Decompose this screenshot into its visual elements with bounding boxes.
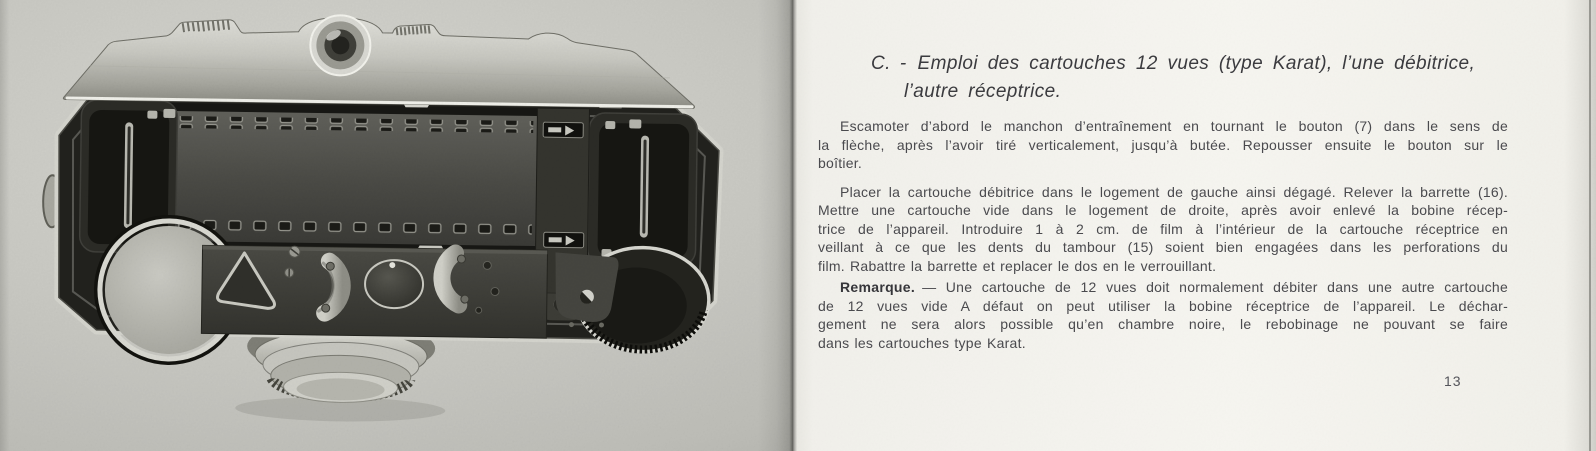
- paragraph-placer: [818, 183, 1508, 276]
- paragraph-escamoter: [818, 117, 1508, 173]
- remarque-label: Remarque.: [840, 279, 916, 295]
- text-line: la flèche, après l’avoir tiré verticalement, jusqu’à butée. Repousser ensuite le bouton sur le: [818, 136, 1508, 153]
- left-page: [0, 0, 793, 451]
- camera-body-group: [40, 11, 721, 426]
- central-cam-button: [365, 260, 424, 309]
- text-line: Mettre une cartouche vide dans le logement de droite, après avoir enlevé la bobine récep-: [818, 202, 1508, 218]
- paragraph-remarque: [818, 278, 1508, 352]
- text-line: de 12 vues vide A défaut on peut utiliser la bobine réceptrice de l’appareil. Le déchar-: [818, 297, 1508, 314]
- section-title-line1: Emploi des cartouches 12 vues (type Karat), l’une débitrice,: [917, 53, 1476, 74]
- top-plate: [63, 11, 695, 108]
- text-line: Escamoter d’abord le manchon d’entraînement en tournant le bouton (7) dans le sens de: [840, 118, 1508, 134]
- page-number: 13: [1444, 373, 1462, 389]
- section-separator: -: [899, 53, 907, 74]
- text-line: boîtier.: [818, 155, 863, 171]
- text-line: trice de l’appareil. Introduire 1 à 2 cm. de film à l’intérieur de la cartouche réceptrice en: [818, 220, 1508, 237]
- text-line: Placer la cartouche débitrice dans le logement de gauche ainsi dégagé. Relever la barrette (16).: [840, 183, 1508, 200]
- remarque-text: — Une cartouche de 12 vues doit normalement débiter dans une autre cartouche: [922, 279, 1508, 295]
- viewfinder-eyepiece: [310, 15, 371, 76]
- text-line: dans les cartouches type Karat.: [818, 334, 1026, 351]
- text-line: gement ne sera alors possible qu’en chambre noire, le rebobinage ne pouvant se faire: [818, 316, 1508, 332]
- page-edge: [1589, 0, 1591, 451]
- camera-illustration: [28, 6, 748, 426]
- section-title-line2: l’autre réceptrice.: [904, 81, 1062, 102]
- right-page: [793, 0, 1596, 451]
- bottom-mechanism-plate: [201, 245, 547, 338]
- section-heading: [871, 50, 1596, 106]
- text-line: veillant à ce que les dents du tambour (15) soient bien engagées dans les perforations du: [818, 239, 1508, 255]
- text-line: film. Rabattre la barrette et replacer le dos en le verrouillant.: [818, 257, 1217, 274]
- page-gutter: [758, 0, 804, 451]
- right-cartridge-chamber: [587, 113, 697, 266]
- text-line: [818, 278, 1508, 297]
- section-marker: C.: [871, 53, 891, 74]
- section-heading-line1: [871, 50, 1596, 78]
